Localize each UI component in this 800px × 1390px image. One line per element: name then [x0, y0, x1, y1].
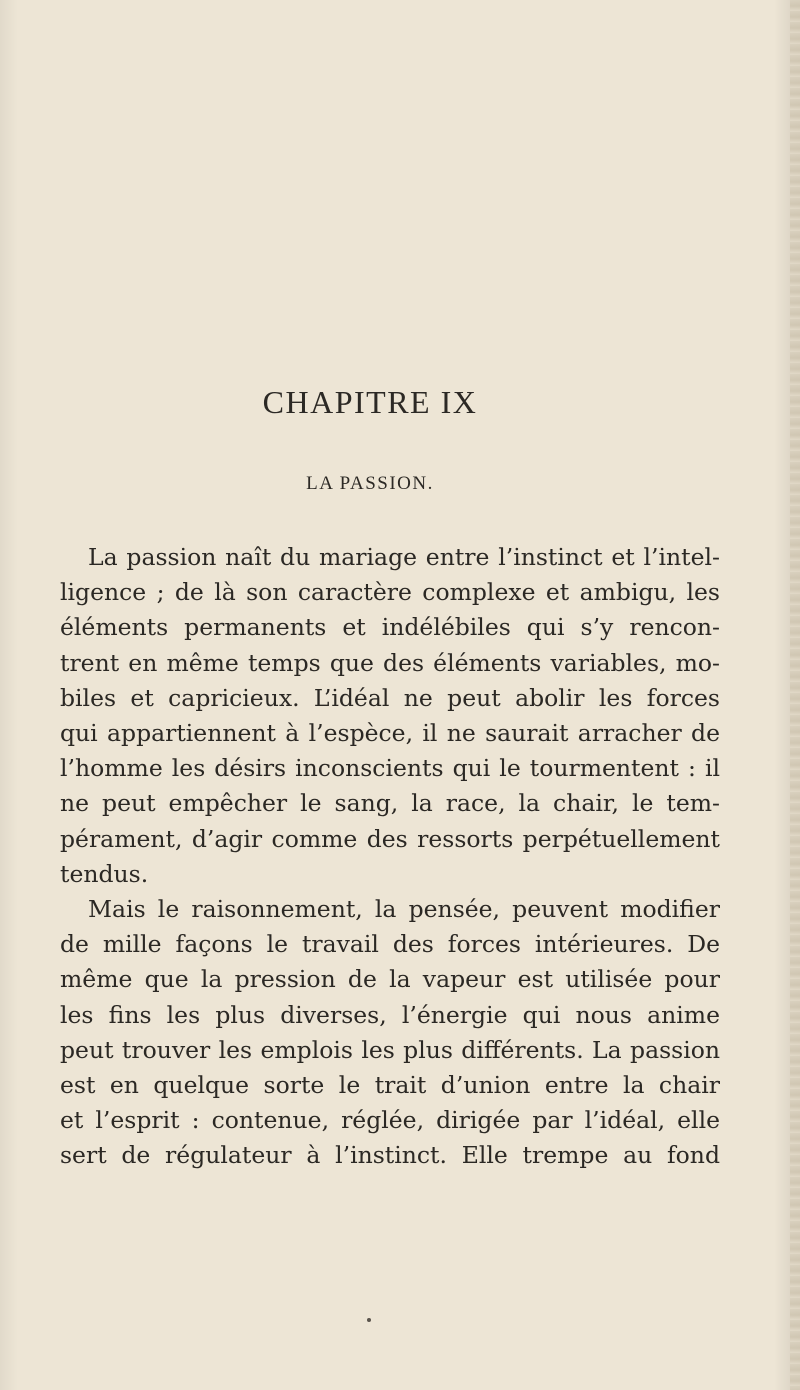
text-line: La passion naît du mariage entre l’instinct et l’intel-	[88, 543, 720, 571]
text-line: tendus.	[60, 859, 149, 888]
chapter-title: CHAPITRE IX	[262, 384, 478, 420]
text-line: Mais le raisonnement, la pensée, peuvent modifier	[88, 895, 720, 924]
text-line: même que la pression de la vapeur est utilisée pour	[60, 965, 720, 994]
text-line: l’homme les désirs inconscients qui le tourmentent : il	[60, 754, 720, 783]
text-line: sert de régulateur à l’instinct. Elle trempe au fond	[60, 1141, 720, 1170]
text-line: éléments permanents et indélébiles qui s’y rencon-	[60, 613, 720, 642]
page-edge	[790, 0, 800, 1390]
text-line: ligence ; de là son caractère complexe et ambigu, les	[60, 578, 720, 607]
text-line: est en quelque sorte le trait d’union entre la chair	[60, 1071, 720, 1100]
text-line: pérament, d’agir comme des ressorts perpétuellement	[60, 824, 720, 853]
text-line: et l’esprit : contenue, réglée, dirigée par l’idéal, elle	[60, 1106, 720, 1135]
text-line: les fins les plus diverses, l’énergie qui nous anime	[60, 1000, 720, 1029]
body-text	[60, 540, 720, 1174]
text-line: ne peut empêcher le sang, la race, la chair, le tem-	[60, 789, 720, 818]
text-line: biles et capricieux. L’idéal ne peut abolir les forces	[60, 683, 720, 712]
text-line: trent en même temps que des éléments variables, mo-	[60, 648, 720, 677]
page-dot-mark	[367, 1318, 371, 1322]
text-line: peut trouver les emplois les plus différents. La passion	[60, 1035, 720, 1064]
text-line: de mille façons le travail des forces intérieures. De	[60, 930, 720, 959]
text-line: qui appartiennent à l’espèce, il ne saurait arracher de	[60, 719, 720, 748]
section-title: LA PASSION.	[306, 473, 434, 494]
